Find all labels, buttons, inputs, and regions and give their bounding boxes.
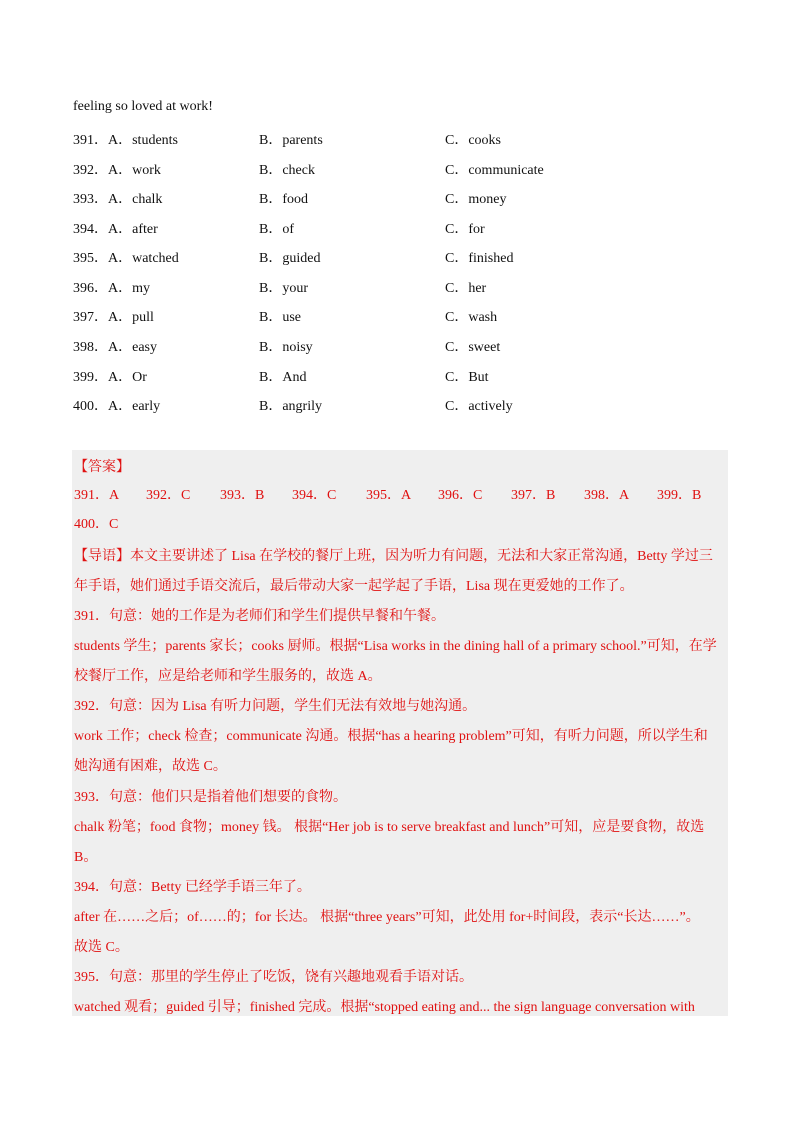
option-c: C．actively [445, 399, 513, 414]
option-b: B．parents [259, 133, 323, 148]
option-c: C．communicate [445, 163, 544, 178]
option-c: C．But [445, 370, 489, 385]
answer-key: 395．A [366, 488, 412, 503]
answer-key: 396．C [438, 488, 483, 503]
question-number: 395． [73, 251, 108, 266]
answer-key: 398．A [584, 488, 630, 503]
explanation-line: 校餐厅工作，应是给老师和学生服务的，故选 A。 [74, 669, 382, 684]
passage-tail-text: feeling so loved at work! [73, 99, 213, 114]
option-a [73, 336, 157, 356]
option-a-text: A．students [108, 133, 178, 148]
answer-key: 391．A [74, 488, 120, 503]
explanation-line: 年手语，她们通过手语交流后，最后带动大家一起学起了手语，Lisa 现在更爱她的工作了。 [74, 579, 634, 594]
option-b: B．And [259, 370, 307, 385]
answer-key: 393．B [220, 488, 265, 503]
question-number: 394． [73, 222, 108, 237]
explanation-line: 391．句意：她的工作是为老师们和学生们提供早餐和午餐。 [74, 609, 445, 624]
option-b: B．check [259, 163, 315, 178]
option-c: C．for [445, 222, 485, 237]
question-number: 399． [73, 370, 108, 385]
option-b: B．food [259, 192, 308, 207]
answer-explanation-box [72, 450, 728, 1016]
answer-heading: 【答案】 [74, 460, 130, 475]
explanation-line: 392．句意：因为 Lisa 有听力问题，学生们无法有效地与她沟通。 [74, 699, 477, 714]
question-number: 396． [73, 281, 108, 296]
option-a [73, 247, 179, 267]
answer-key: 399．B [657, 488, 702, 503]
explanation-line: 395．句意：那里的学生停止了吃饭，饶有兴趣地观看手语对话。 [74, 970, 473, 985]
option-a-text: A．easy [108, 340, 157, 355]
option-a-text: A．my [108, 281, 150, 296]
explanation-line: 393．句意：他们只是指着他们想要的食物。 [74, 790, 347, 805]
option-b: B．noisy [259, 340, 313, 355]
option-b: B．angrily [259, 399, 322, 414]
option-a [73, 277, 150, 297]
answer-key: 392．C [146, 488, 191, 503]
explanation-line: 她沟通有困难，故选 C。 [74, 759, 227, 774]
option-a-text: A．pull [108, 310, 154, 325]
explanation-line: after 在……之后；of……的；for 长达。 根据“three years”可知，此处用 for+时间段，表示“长达……”。 [74, 910, 700, 925]
option-a [73, 188, 162, 208]
explanation-line: chalk 粉笔；food 食物；money 钱。 根据“Her job is to serve breakfast and lunch”可知，应是要食物，故选 [74, 820, 705, 835]
explanation-line: 故选 C。 [74, 940, 129, 955]
answer-key-last: 400．C [74, 517, 119, 532]
option-b: B．of [259, 222, 294, 237]
explanation-line: 【导语】本文主要讲述了 Lisa 在学校的餐厅上班，因为听力有问题，无法和大家正常沟通，Betty 学过三 [74, 549, 713, 564]
option-b: B．guided [259, 251, 321, 266]
question-number: 391． [73, 133, 108, 148]
option-a [73, 218, 158, 238]
option-a [73, 159, 161, 179]
question-number: 400． [73, 399, 108, 414]
explanation-line: 394．句意：Betty 已经学手语三年了。 [74, 880, 311, 895]
option-a-text: A．early [108, 399, 161, 414]
option-a [73, 395, 160, 415]
explanation-line: B。 [74, 850, 98, 865]
question-number: 392． [73, 163, 108, 178]
option-b: B．use [259, 310, 301, 325]
question-number: 398． [73, 340, 108, 355]
explanation-line: work 工作；check 检查；communicate 沟通。根据“has a hearing problem”可知，有听力问题，所以学生和 [74, 729, 708, 744]
answer-key: 397．B [511, 488, 556, 503]
option-c: C．her [445, 281, 487, 296]
option-a [73, 306, 154, 326]
option-c: C．sweet [445, 340, 501, 355]
explanation-line: students 学生；parents 家长；cooks 厨师。根据“Lisa works in the dining hall of a primary school.”可知，在学 [74, 639, 717, 654]
option-a-text: A．chalk [108, 192, 163, 207]
option-a-text: A．Or [108, 370, 147, 385]
option-c: C．cooks [445, 133, 501, 148]
question-number: 393． [73, 192, 108, 207]
option-a-text: A．after [108, 222, 158, 237]
answer-key-row [74, 484, 724, 504]
option-c: C．money [445, 192, 507, 207]
option-c: C．wash [445, 310, 498, 325]
option-a-text: A．watched [108, 251, 179, 266]
answer-key: 394．C [292, 488, 337, 503]
question-number: 397． [73, 310, 108, 325]
option-a [73, 366, 147, 386]
explanation-line: watched 观看；guided 引导；finished 完成。根据“stopped eating and... the sign language conversation with [74, 1000, 695, 1015]
option-b: B．your [259, 281, 308, 296]
option-a-text: A．work [108, 163, 161, 178]
option-a [73, 129, 178, 149]
option-c: C．finished [445, 251, 514, 266]
